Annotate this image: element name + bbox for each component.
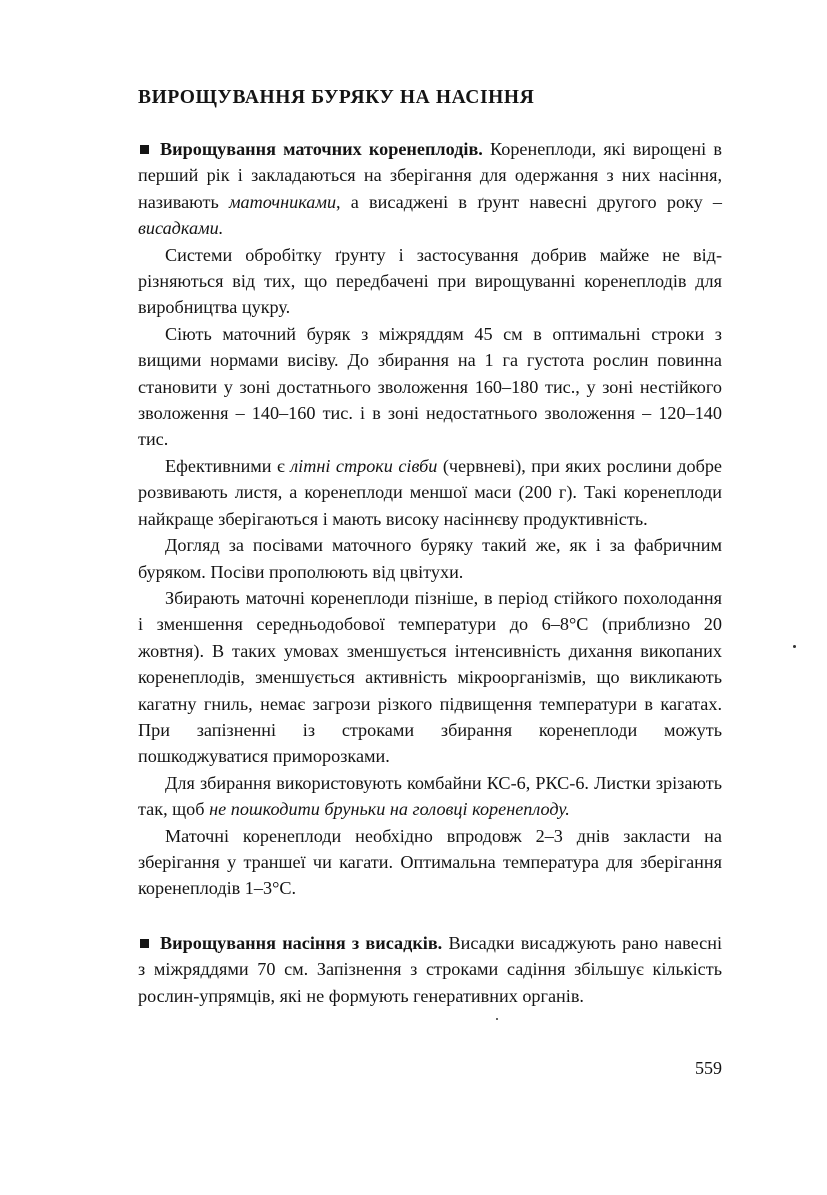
term-matochnyky: маточниками: [228, 191, 337, 212]
paragraph-sowing-dates: [138, 453, 722, 532]
text-run: , а висаджені в ґрунт навесні другого року –: [336, 191, 723, 212]
text-run: Висадки висаджують рано навесні з міжряддями 70 см. Запізнення з строками садіння збільшує кількість рослин-упрямців, які не формують генеративних органів.: [138, 932, 723, 1006]
scan-speck: [793, 645, 796, 648]
paragraph-sowing: Сіють маточний буряк з міжряддям 45 см в оптимальні строки з вищими нормами висіву. До збирання на 1 га густота рослин повинна становити у зоні достатнього зволоження 160–180 тис., у зоні нестійкого зволоження – 140–160 тис. і в зоні недостатнього зволоження – 120–140 тис.: [138, 323, 722, 450]
text-run: Коренеплоди, які вирощені в перший рік і закладаються на зберігання для одержання з них насіння, називають: [138, 139, 722, 212]
text-run: Ефективними є: [165, 455, 291, 476]
scan-speck: [496, 1018, 498, 1020]
emphasis-buds: не пошкодити бруньки на головці коренеплоду.: [209, 799, 570, 820]
term-vysadky: висадками.: [138, 218, 224, 239]
paragraph-combines: [138, 770, 722, 823]
page-content: [138, 84, 722, 1009]
filled-square-bullet-icon: [140, 939, 149, 948]
subsection-1-title: Вирощування маточних коренеплодів.: [160, 139, 483, 159]
subsection-2-title: Вирощування насіння з висадків.: [160, 932, 443, 953]
subsection-2-paragraph: [138, 930, 722, 1009]
paragraph-storage: Маточні коренеплоди необхідно впродовж 2–3 днів закласти на зберігання у траншеї чи кагати. Оптимальна температура для зберігання коренеплодів 1–3°С.: [138, 825, 722, 899]
section-heading: ВИРОЩУВАННЯ БУРЯКУ НА НАСІННЯ: [138, 87, 535, 108]
filled-square-bullet-icon: [140, 145, 149, 154]
text-run: (червневі), при яких рослини добре розвивають листя, а коренеплоди меншої маси (200 г). Такі коренеплоди найкраще зберігаються і мають високу насіннєву продуктивність.: [138, 455, 722, 529]
paragraph-harvesting: Збирають маточні коренеплоди пізніше, в період стійкого похолодання і зменшення середньодобової температури до 6–8°С (приблизно 20 жовтня). В таких умовах зменшується інтенсивність дихання викопаних коренеплодів, зменшується активність мікроорганізмів, що викликають кагатну гниль, немає загрози різкого підвищення температури в кагатах. При запізненні із строками збирання коренеплоди можуть пошкоджуватися приморозками.: [138, 587, 722, 767]
paragraph-care: Догляд за посівами маточного буряку такий же, як і за фабричним буряком. Посіви прополюють від цвітухи.: [138, 535, 722, 582]
subsection-1-paragraph: [138, 136, 722, 242]
text-run: Для збирання використовують комбайни КС-6, РКС-6. Листки зрізають так, щоб: [138, 772, 722, 820]
page-number: 559: [695, 1058, 722, 1078]
paragraph-soil-tillage: Системи обробітку ґрунту і застосування добрив майже не відрізняються від тих, що передбачені при вирощуванні коренеплодів для виробництва цукру.: [138, 244, 722, 318]
term-summer-sowing: літні строки сівби: [290, 455, 438, 476]
